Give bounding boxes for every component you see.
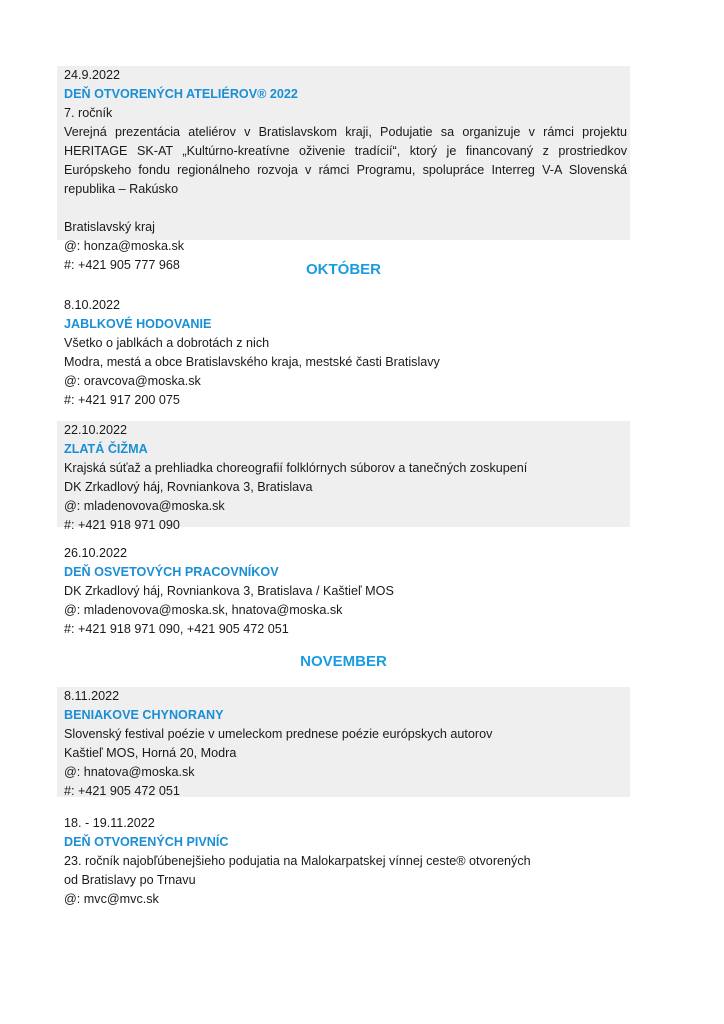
event-description: Všetko o jablkách a dobrotách z nich [64, 336, 270, 350]
event-phone: #: +421 917 200 075 [64, 393, 180, 407]
event-card-beniakove-chynorany [57, 687, 630, 797]
spacer [64, 199, 627, 218]
event-description: 23. ročník najobľúbenejšieho podujatia na Malokarpatskej vínnej ceste® otvorených [64, 854, 531, 868]
event-date: 26.10.2022 [64, 546, 128, 560]
event-description: Krajská súťaž a prehliadka choreografií folklórnych súborov a tanečných zoskupení [64, 461, 528, 475]
event-date: 8.11.2022 [64, 689, 120, 703]
event-description: Slovenský festival poézie v umeleckom prednese poézie európskych autorov [64, 727, 493, 741]
event-location: Modra, mestá a obce Bratislavského kraja, mestské časti Bratislavy [64, 355, 440, 369]
event-email: @: mladenovova@moska.sk [64, 499, 225, 513]
event-title: JABLKOVÉ HODOVANIE [64, 317, 212, 331]
event-date: 22.10.2022 [64, 423, 128, 437]
month-heading-october: OKTÓBER [306, 261, 381, 278]
event-location: Bratislavský kraj [64, 220, 155, 234]
event-phone: #: +421 918 971 090 [64, 518, 180, 532]
event-date: 8.10.2022 [64, 298, 121, 312]
month-heading-november: NOVEMBER [300, 653, 387, 670]
event-card-apple-feast [57, 296, 630, 408]
event-phone: #: +421 905 472 051 [64, 784, 180, 798]
event-location: DK Zrkadlový háj, Rovniankova 3, Bratislava [64, 480, 313, 494]
event-description: Verejná prezentácia ateliérov v Bratislavskom kraji, Podujatie sa organizuje v rámci projektu HERITAGE SK-AT „Kultúrno-kreatívne oživenie tradícií“, ktorý je financovaný z prostriedkov Európskeho fondu regionálneho rozvoja v rámci Programu, spolupráce Interreg V-A Slovenská republika – Rakúsko [64, 125, 627, 196]
event-location: DK Zrkadlový háj, Rovniankova 3, Bratislava / Kaštieľ MOS [64, 584, 394, 598]
event-phone: #: +421 918 971 090, +421 905 472 051 [64, 622, 289, 636]
event-edition: 7. ročník [64, 106, 113, 120]
event-title: ZLATÁ ČIŽMA [64, 442, 148, 456]
event-title: DEŇ OTVORENÝCH PIVNÍC [64, 835, 229, 849]
event-card-cultural-workers-day [57, 544, 630, 636]
event-email: @: honza@moska.sk [64, 239, 185, 253]
event-email: @: oravcova@moska.sk [64, 374, 201, 388]
event-phone: #: +421 905 777 968 [64, 258, 180, 272]
event-location: Kaštieľ MOS, Horná 20, Modra [64, 746, 237, 760]
event-title: DEŇ OSVETOVÝCH PRACOVNÍKOV [64, 565, 279, 579]
event-email: @: mvc@mvc.sk [64, 892, 159, 906]
event-email: @: hnatova@moska.sk [64, 765, 195, 779]
event-date: 24.9.2022 [64, 68, 121, 82]
event-email: @: mladenovova@moska.sk, hnatova@moska.sk [64, 603, 343, 617]
event-description-continued: od Bratislavy po Trnavu [64, 873, 196, 887]
event-card-open-cellars [57, 814, 630, 909]
event-date: 18. - 19.11.2022 [64, 816, 155, 830]
event-title: BENIAKOVE CHYNORANY [64, 708, 224, 722]
event-title: DEŇ OTVORENÝCH ATELIÉROV® 2022 [64, 87, 298, 101]
event-card-golden-boot [57, 421, 630, 532]
